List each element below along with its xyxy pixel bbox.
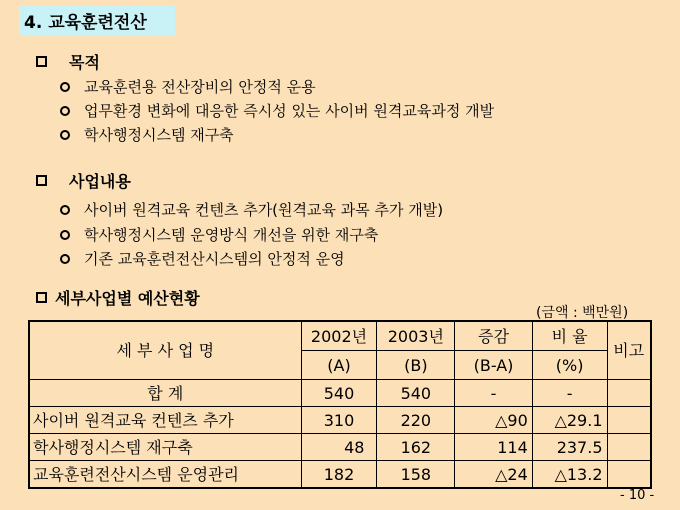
- cell-ratio: -: [532, 380, 607, 407]
- cell-2002: 310: [301, 407, 377, 434]
- header-2002: 2002년: [301, 321, 377, 351]
- header-ratio: 비 율: [532, 321, 607, 351]
- circle-bullet-icon: [60, 130, 70, 140]
- section-heading-content: [36, 169, 131, 192]
- cell-note: [607, 434, 651, 461]
- list-item-text: 기존 교육훈련전산시스템의 안정적 운영: [84, 250, 345, 268]
- list-item-text: 학사행정시스템 운영방식 개선을 위한 재구축: [84, 226, 379, 244]
- header-note: 비고: [607, 321, 651, 380]
- circle-bullet-icon: [60, 106, 70, 116]
- list-item: [60, 224, 378, 245]
- cell-change: △90: [455, 407, 533, 434]
- cell-2003: 220: [377, 407, 455, 434]
- header-change-sub: (B-A): [455, 351, 533, 380]
- page-number: - 10 -: [620, 488, 655, 503]
- cell-project-name: 학사행정시스템 재구축: [29, 434, 301, 461]
- section-heading-purpose: [36, 50, 100, 73]
- cell-2003: 162: [377, 434, 455, 461]
- cell-project-name: 교육훈련전산시스템 운영관리: [29, 461, 301, 489]
- checkbox-bullet-icon: [36, 56, 47, 67]
- header-ratio-sub: (%): [532, 351, 607, 380]
- budget-table: [28, 320, 652, 489]
- checkbox-bullet-icon: [36, 175, 47, 186]
- cell-2002: 48: [301, 434, 377, 461]
- list-item-text: 사이버 원격교육 컨텐츠 추가(원격교육 과목 추가 개발): [84, 201, 444, 219]
- cell-change: △24: [455, 461, 533, 489]
- checkbox-bullet-icon: [36, 292, 47, 303]
- section-heading-label: 사업내용: [69, 172, 131, 191]
- section-heading-label: 목적: [69, 53, 100, 72]
- header-2003: 2003년: [377, 321, 455, 351]
- cell-ratio: △13.2: [532, 461, 607, 489]
- list-item-text: 교육훈련용 전산장비의 안정적 운용: [84, 78, 316, 96]
- section-heading-budget: [36, 286, 200, 309]
- cell-project-name: 합 계: [29, 380, 301, 407]
- circle-bullet-icon: [60, 254, 70, 264]
- header-change: 증감: [455, 321, 533, 351]
- table-row: [29, 461, 651, 489]
- cell-project-name: 사이버 원격교육 컨텐츠 추가: [29, 407, 301, 434]
- cell-note: [607, 407, 651, 434]
- circle-bullet-icon: [60, 82, 70, 92]
- cell-ratio: 237.5: [532, 434, 607, 461]
- cell-ratio: △29.1: [532, 407, 607, 434]
- cell-2003: 540: [377, 380, 455, 407]
- cell-change: 114: [455, 434, 533, 461]
- table-header-row: [29, 321, 651, 351]
- table-row: [29, 434, 651, 461]
- cell-2002: 182: [301, 461, 377, 489]
- header-project-name: 세 부 사 업 명: [29, 321, 301, 380]
- list-item: [60, 100, 494, 121]
- table-row: [29, 407, 651, 434]
- cell-2002: 540: [301, 380, 377, 407]
- section-heading-label: 세부사업별 예산현황: [55, 289, 200, 308]
- circle-bullet-icon: [60, 205, 70, 215]
- cell-change: -: [455, 380, 533, 407]
- list-item: [60, 248, 345, 269]
- header-2003-sub: (B): [377, 351, 455, 380]
- page-title: 4. 교육훈련전산: [19, 6, 175, 35]
- cell-note: [607, 461, 651, 489]
- list-item-text: 학사행정시스템 재구축: [84, 126, 234, 144]
- header-2002-sub: (A): [301, 351, 377, 380]
- list-item-text: 업무환경 변화에 대응한 즉시성 있는 사이버 원격교육과정 개발: [84, 102, 495, 120]
- list-item: [60, 76, 316, 97]
- cell-2003: 158: [377, 461, 455, 489]
- cell-note: [607, 380, 651, 407]
- list-item: [60, 199, 443, 220]
- list-item: [60, 124, 234, 145]
- circle-bullet-icon: [60, 230, 70, 240]
- unit-note: (금액 : 백만원): [536, 305, 629, 321]
- table-row: [29, 380, 651, 407]
